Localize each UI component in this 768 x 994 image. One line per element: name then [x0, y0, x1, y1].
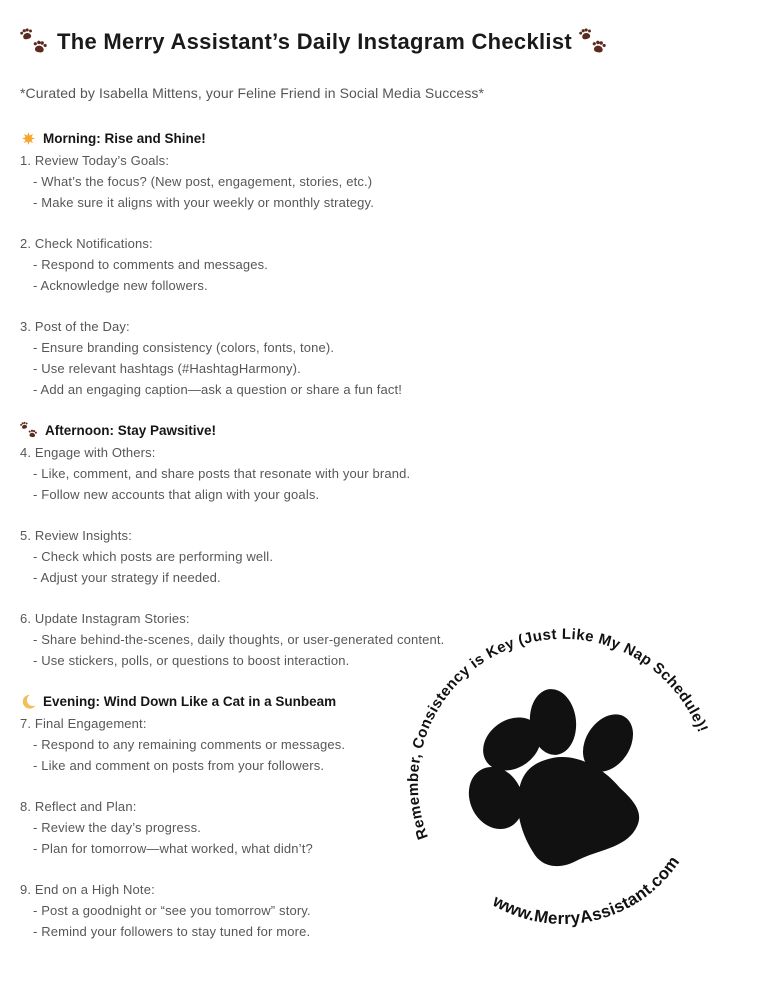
- sun-icon: [20, 130, 37, 147]
- page-header: [20, 26, 768, 58]
- sub-item: - Use relevant hashtags (#HashtagHarmony).: [33, 361, 301, 376]
- section-heading-afternoon: [20, 420, 768, 441]
- sub-item: - Adjust your strategy if needed.: [33, 570, 221, 585]
- section-heading-label: Morning: Rise and Shine!: [43, 131, 206, 146]
- checklist-item: [20, 525, 768, 588]
- item-title: 9. End on a High Note:: [20, 882, 155, 897]
- logo-arc-bottom-text: www.MerryAssistant.com: [489, 852, 684, 929]
- sub-item: - Check which posts are performing well.: [33, 549, 274, 564]
- paw-print-icon: [459, 687, 643, 866]
- sub-item: - Like, comment, and share posts that resonate with your brand.: [33, 466, 411, 481]
- section-heading-label: Evening: Wind Down Like a Cat in a Sunbeam: [43, 694, 337, 709]
- item-title: 3. Post of the Day:: [20, 319, 130, 334]
- sub-item: - Post a goodnight or “see you tomorrow” story.: [33, 903, 311, 918]
- item-title: 6. Update Instagram Stories:: [20, 611, 190, 626]
- sub-item: - Make sure it aligns with your weekly or monthly strategy.: [33, 195, 374, 210]
- item-title: 1. Review Today’s Goals:: [20, 153, 170, 168]
- sub-item: - Acknowledge new followers.: [33, 278, 208, 293]
- sub-item: - Respond to comments and messages.: [33, 257, 269, 272]
- checklist-item: [20, 316, 768, 400]
- sub-item: - Share behind-the-scenes, daily thoughts, or user-generated content.: [33, 632, 445, 647]
- section-heading-morning: [20, 128, 768, 149]
- sub-item: - Follow new accounts that align with your goals.: [33, 487, 320, 502]
- item-title: 4. Engage with Others:: [20, 445, 156, 460]
- sub-item: - Add an engaging caption—ask a question or share a fun fact!: [33, 382, 403, 397]
- sub-item: - Ensure branding consistency (colors, fonts, tone).: [33, 340, 335, 355]
- paw-logo-graphic: [378, 602, 760, 994]
- subtitle: *Curated by Isabella Mittens, your Feline Friend in Social Media Success*: [20, 85, 485, 101]
- paw-prints-icon: [20, 421, 39, 440]
- crescent-moon-icon: [20, 693, 37, 710]
- sub-item: - Respond to any remaining comments or messages.: [33, 737, 346, 752]
- paw-logo: [378, 602, 760, 994]
- paw-prints-icon: [579, 26, 609, 58]
- sub-item: - Plan for tomorrow—what worked, what didn’t?: [33, 841, 313, 856]
- sub-item: - Use stickers, polls, or questions to boost interaction.: [33, 653, 350, 668]
- paw-prints-icon: [20, 26, 50, 58]
- section-heading-label: Afternoon: Stay Pawsitive!: [45, 423, 217, 438]
- page-title: The Merry Assistant’s Daily Instagram Checklist: [57, 29, 572, 54]
- item-title: 7. Final Engagement:: [20, 716, 147, 731]
- sub-item: - What’s the focus? (New post, engagement, stories, etc.): [33, 174, 373, 189]
- checklist-item: [20, 442, 768, 505]
- sub-item: - Remind your followers to stay tuned for more.: [33, 924, 311, 939]
- sub-item: - Review the day’s progress.: [33, 820, 201, 835]
- checklist-item: [20, 233, 768, 296]
- item-title: 5. Review Insights:: [20, 528, 132, 543]
- section-morning: [20, 128, 768, 400]
- sub-item: - Like and comment on posts from your followers.: [33, 758, 325, 773]
- item-title: 8. Reflect and Plan:: [20, 799, 137, 814]
- item-title: 2. Check Notifications:: [20, 236, 153, 251]
- logo-arc-top-text: Remember, Consistency is Key (Just Like My Nap Schedule)!: [404, 625, 712, 842]
- checklist-item: [20, 150, 768, 213]
